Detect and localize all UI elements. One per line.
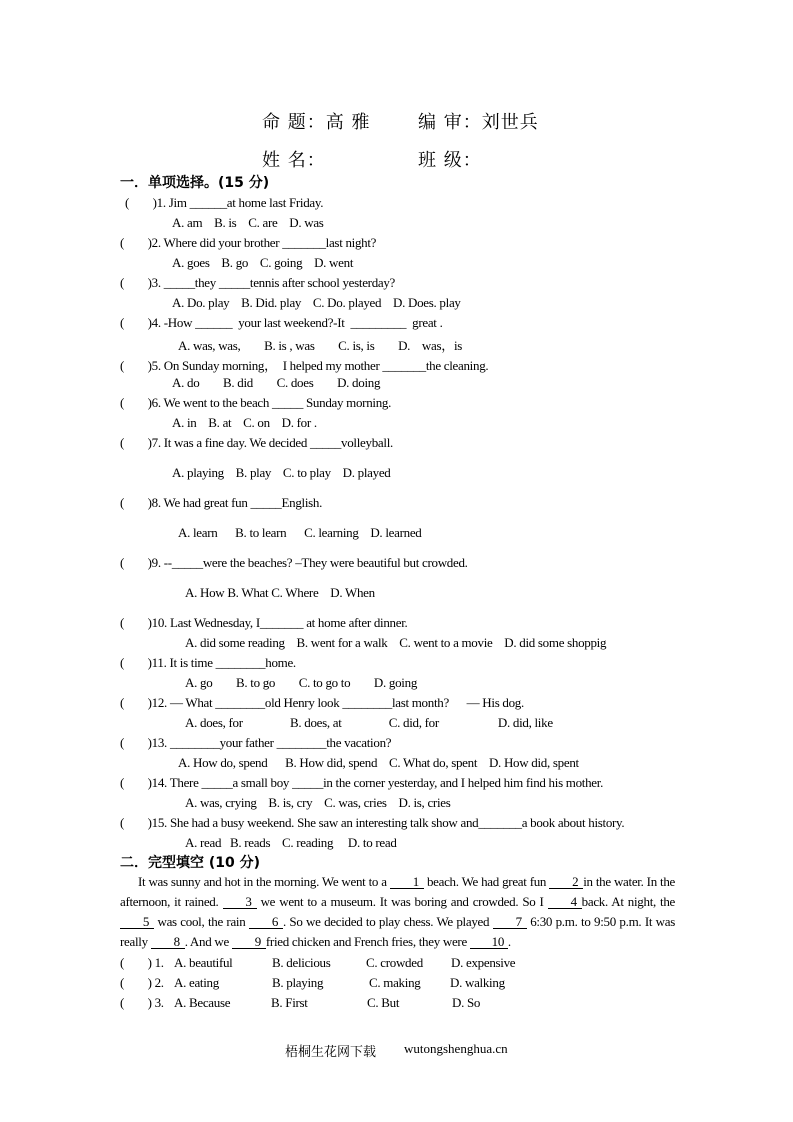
question-12	[120, 695, 524, 711]
question-text: Last Wednesday, I_______ at home after dinner.	[169, 615, 408, 630]
class-field-label: 班 级：	[418, 150, 482, 171]
question-10-options: A. did some reading B. went for a walk C. went to a movie D. did some shoppig	[185, 635, 607, 650]
question-text: She had a busy weekend. She saw an interesting talk show and_______a book about history.	[169, 815, 625, 830]
question-text: ________your father ________the vacation?	[169, 735, 392, 750]
question-text: We went to the beach _____ Sunday morning.	[163, 395, 392, 410]
cloze-passage	[120, 872, 675, 952]
question-number[interactable]: ( )10.	[120, 615, 168, 630]
cloze-blank-4[interactable]: 4	[548, 895, 582, 909]
passage-text: we went to a museum. It was boring and crowded. So I	[256, 894, 548, 909]
passage-text: 6:30 p.m. to 9:50 p.m. It was really	[120, 914, 675, 949]
option-c: C. But	[367, 995, 400, 1010]
question-1	[125, 195, 323, 211]
passage-text: It was sunny and hot in the morning. We went to a	[138, 874, 390, 889]
question-2-options: A. goes B. go C. going D. went	[172, 255, 354, 270]
question-text: — What ________old Henry look ________last month? — His dog.	[169, 695, 524, 710]
passage-text: fried chicken and French fries, they were	[265, 934, 470, 949]
option-d: D. walking	[450, 975, 505, 990]
question-number[interactable]: ( )12.	[120, 695, 168, 710]
question-text: Jim ______at home last Friday.	[168, 195, 324, 210]
question-number[interactable]: ( )1.	[125, 195, 166, 210]
question-number[interactable]: ( )2.	[120, 235, 161, 250]
question-13-options: A. How do, spend B. How did, spend C. What do, spent D. How did, spent	[178, 755, 579, 770]
question-6	[120, 395, 391, 411]
question-11	[120, 655, 296, 671]
question-7	[120, 435, 393, 451]
cloze-blank-5[interactable]: 5	[120, 915, 154, 929]
question-text: On Sunday morning， I helped my mother _______the cleaning.	[163, 358, 489, 373]
question-15-options: A. read B. reads C. reading D. to read	[185, 835, 397, 850]
passage-text: .	[507, 934, 511, 949]
cloze-question-number[interactable]: ( ) 2.	[120, 975, 164, 990]
cloze-blank-10[interactable]: 10	[470, 935, 508, 949]
question-number[interactable]: ( )11.	[120, 655, 167, 670]
section-title-single-choice: 一．单项选择。(15 分)	[120, 175, 270, 191]
author-label: 命 题：高 雅	[262, 112, 371, 133]
question-8	[120, 495, 322, 511]
passage-text: in the water. In the afternoon, it rained.	[120, 874, 676, 909]
passage-text: back. At night, the	[581, 894, 676, 909]
cloze-blank-2[interactable]: 2	[549, 875, 583, 889]
question-2	[120, 235, 376, 251]
option-d: D. expensive	[451, 955, 516, 970]
question-number[interactable]: ( )15.	[120, 815, 168, 830]
question-text: _____they _____tennis after school yesterday?	[163, 275, 396, 290]
question-text: -How ______ your last weekend?-It _________ great .	[163, 315, 443, 330]
question-text: It was a fine day. We decided _____volleyball.	[163, 435, 393, 450]
question-10	[120, 615, 407, 631]
option-a: A. beautiful	[174, 955, 233, 970]
question-14-options: A. was, crying B. is, cry C. was, cries D. is, cries	[185, 795, 451, 810]
question-4	[120, 315, 443, 331]
passage-text: was cool, the rain	[154, 914, 249, 929]
question-13	[120, 735, 391, 751]
question-8-options: A. learn B. to learn C. learning D. learned	[178, 525, 422, 540]
question-text: We had great fun _____English.	[163, 495, 323, 510]
question-number[interactable]: ( )8.	[120, 495, 161, 510]
question-12-options: A. does, for B. does, at C. did, for D. did, like	[185, 715, 553, 730]
reviewer-label: 编 审：刘世兵	[418, 112, 539, 133]
option-b: B. First	[271, 995, 308, 1010]
cloze-blank-1[interactable]: 1	[390, 875, 424, 889]
question-6-options: A. in B. at C. on D. for .	[172, 415, 317, 430]
question-5	[120, 355, 488, 374]
question-5-options: A. do B. did C. does D. doing	[172, 375, 381, 390]
question-9-options: A. How B. What C. Where D. When	[185, 585, 375, 600]
question-3-options: A. Do. play B. Did. play C. Do. played D. Does. play	[172, 295, 461, 310]
footer-site-url[interactable]: wutongshenghua.cn	[404, 1041, 508, 1056]
question-3	[120, 275, 395, 291]
question-number[interactable]: ( )13.	[120, 735, 168, 750]
option-a: A. eating	[174, 975, 219, 990]
question-15	[120, 815, 624, 831]
question-4-options: A. was, was, B. is , was C. is, is D. was，is	[178, 338, 463, 353]
question-9	[120, 555, 468, 571]
question-11-options: A. go B. to go C. to go to D. going	[185, 675, 418, 690]
option-d: D. So	[452, 995, 481, 1010]
question-text: It is time ________home.	[169, 655, 296, 670]
cloze-question-number[interactable]: ( ) 3.	[120, 995, 164, 1010]
section-title-cloze: 二．完型填空 (10 分)	[120, 855, 261, 871]
cloze-blank-8[interactable]: 8	[151, 935, 185, 949]
question-14	[120, 775, 603, 791]
question-1-options: A. am B. is C. are D. was	[172, 215, 324, 230]
passage-text: . So we decided to play chess. We played	[282, 914, 493, 929]
question-text: There _____a small boy _____in the corner yesterday, and I helped him find his mother.	[169, 775, 604, 790]
question-number[interactable]: ( )3.	[120, 275, 161, 290]
question-text: Where did your brother _______last night?	[163, 235, 377, 250]
footer-site-name: 梧桐生花网下载	[285, 1045, 377, 1060]
question-number[interactable]: ( )6.	[120, 395, 161, 410]
option-b: B. delicious	[272, 955, 331, 970]
question-text: --_____were the beaches? –They were beautiful but crowded.	[163, 555, 468, 570]
cloze-question-number[interactable]: ( ) 1.	[120, 955, 164, 970]
cloze-blank-9[interactable]: 9	[232, 935, 266, 949]
passage-text: . And we	[184, 934, 232, 949]
option-c: C. making	[369, 975, 421, 990]
question-number[interactable]: ( )9.	[120, 555, 161, 570]
option-a: A. Because	[174, 995, 231, 1010]
question-number[interactable]: ( )7.	[120, 435, 161, 450]
cloze-blank-3[interactable]: 3	[223, 895, 257, 909]
passage-text: beach. We had great fun	[423, 874, 550, 889]
option-b: B. playing	[272, 975, 324, 990]
option-c: C. crowded	[366, 955, 423, 970]
question-number[interactable]: ( )4.	[120, 315, 161, 330]
question-number[interactable]: ( )14.	[120, 775, 168, 790]
cloze-blank-7[interactable]: 7	[493, 915, 527, 929]
name-field-label: 姓 名：	[262, 150, 326, 171]
question-number[interactable]: ( )5.	[120, 358, 161, 373]
cloze-blank-6[interactable]: 6	[249, 915, 283, 929]
question-7-options: A. playing B. play C. to play D. played	[172, 465, 391, 480]
